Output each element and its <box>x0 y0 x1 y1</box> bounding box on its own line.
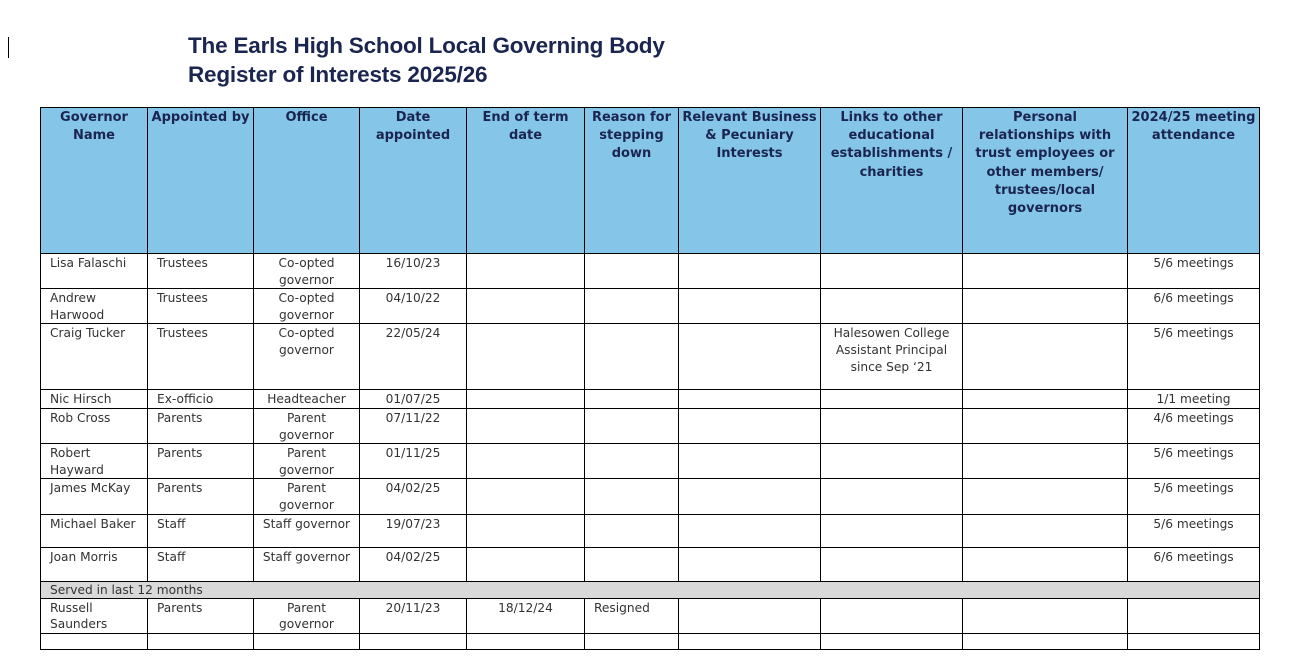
cell-date-appointed <box>360 633 467 649</box>
cell-appointed-by: Parents <box>148 598 254 633</box>
cell-links <box>821 514 963 547</box>
cell-name: Robert Hayward <box>41 444 148 479</box>
cell-end-of-term <box>467 444 585 479</box>
table-row <box>41 547 1260 581</box>
col-header-relationships: Personal relationships with trust employees or other members/ trustees/local governors <box>963 108 1128 254</box>
register-table <box>40 107 1260 650</box>
col-header-date-appointed: Date appointed <box>360 108 467 254</box>
cell-business <box>679 633 821 649</box>
section-label: Served in last 12 months <box>41 581 1260 598</box>
cell-attendance: 1/1 meeting <box>1128 390 1260 409</box>
col-header-office: Office <box>254 108 360 254</box>
cell-appointed-by: Parents <box>148 444 254 479</box>
cell-name: Lisa Falaschi <box>41 254 148 289</box>
cell-date-appointed: 04/02/25 <box>360 479 467 514</box>
cell-office: Staff governor <box>254 514 360 547</box>
cell-date-appointed: 19/07/23 <box>360 514 467 547</box>
cell-links <box>821 598 963 633</box>
cell-appointed-by: Trustees <box>148 289 254 324</box>
cell-appointed-by <box>148 633 254 649</box>
cell-relationships <box>963 390 1128 409</box>
col-header-appointed-by: Appointed by <box>148 108 254 254</box>
cell-links <box>821 547 963 581</box>
cell-attendance: 6/6 meetings <box>1128 289 1260 324</box>
cell-business <box>679 547 821 581</box>
cell-end-of-term <box>467 390 585 409</box>
cell-attendance: 5/6 meetings <box>1128 254 1260 289</box>
page-title <box>188 31 665 89</box>
cell-office <box>254 633 360 649</box>
cell-relationships <box>963 289 1128 324</box>
cell-reason <box>585 254 679 289</box>
cell-office: Headteacher <box>254 390 360 409</box>
cell-name: James McKay <box>41 479 148 514</box>
cell-appointed-by: Staff <box>148 547 254 581</box>
cell-links <box>821 289 963 324</box>
cell-name <box>41 633 148 649</box>
cell-end-of-term <box>467 479 585 514</box>
cell-office: Parent governor <box>254 444 360 479</box>
cell-office: Co-opted governor <box>254 324 360 390</box>
cell-name: Joan Morris <box>41 547 148 581</box>
cell-appointed-by: Staff <box>148 514 254 547</box>
table-row <box>41 390 1260 409</box>
cell-date-appointed: 04/02/25 <box>360 547 467 581</box>
table-row <box>41 598 1260 633</box>
cell-links <box>821 408 963 443</box>
cell-business <box>679 514 821 547</box>
col-header-links: Links to other educational establishments / charities <box>821 108 963 254</box>
cell-reason <box>585 408 679 443</box>
cell-business <box>679 254 821 289</box>
cell-reason <box>585 514 679 547</box>
cell-attendance: 4/6 meetings <box>1128 408 1260 443</box>
cell-relationships <box>963 633 1128 649</box>
cell-attendance: 6/6 meetings <box>1128 547 1260 581</box>
table-row <box>41 324 1260 390</box>
cell-links <box>821 633 963 649</box>
title-line-2: Register of Interests 2025/26 <box>188 62 488 87</box>
cell-reason <box>585 633 679 649</box>
cell-end-of-term <box>467 289 585 324</box>
cell-end-of-term <box>467 633 585 649</box>
cell-office: Staff governor <box>254 547 360 581</box>
cell-attendance: 5/6 meetings <box>1128 514 1260 547</box>
cell-office: Co-opted governor <box>254 254 360 289</box>
col-header-end-of-term: End of term date <box>467 108 585 254</box>
cell-reason <box>585 547 679 581</box>
cell-office: Parent governor <box>254 479 360 514</box>
cell-name: Nic Hirsch <box>41 390 148 409</box>
cell-relationships <box>963 444 1128 479</box>
cell-business <box>679 408 821 443</box>
cell-business <box>679 598 821 633</box>
table-row <box>41 254 1260 289</box>
cell-reason: Resigned <box>585 598 679 633</box>
cell-appointed-by: Ex-officio <box>148 390 254 409</box>
section-row <box>41 581 1260 598</box>
cell-office: Parent governor <box>254 408 360 443</box>
cell-links: Halesowen College Assistant Principal since Sep ‘21 <box>821 324 963 390</box>
cell-attendance <box>1128 598 1260 633</box>
cell-office: Co-opted governor <box>254 289 360 324</box>
table-row <box>41 408 1260 443</box>
cell-end-of-term <box>467 514 585 547</box>
cell-business <box>679 390 821 409</box>
cell-end-of-term <box>467 254 585 289</box>
cell-attendance <box>1128 633 1260 649</box>
cell-links <box>821 390 963 409</box>
cell-relationships <box>963 408 1128 443</box>
title-line-1: The Earls High School Local Governing Body <box>188 33 665 58</box>
cell-end-of-term <box>467 408 585 443</box>
cell-relationships <box>963 254 1128 289</box>
cell-attendance: 5/6 meetings <box>1128 444 1260 479</box>
table-row <box>41 479 1260 514</box>
cell-name: Michael Baker <box>41 514 148 547</box>
cell-end-of-term <box>467 324 585 390</box>
cell-name: Rob Cross <box>41 408 148 443</box>
cell-name: Russell Saunders <box>41 598 148 633</box>
col-header-governor-name: Governor Name <box>41 108 148 254</box>
cell-date-appointed: 04/10/22 <box>360 289 467 324</box>
cell-reason <box>585 289 679 324</box>
cell-appointed-by: Parents <box>148 408 254 443</box>
table-row <box>41 633 1260 649</box>
cell-name: Craig Tucker <box>41 324 148 390</box>
cell-appointed-by: Trustees <box>148 254 254 289</box>
cell-reason <box>585 390 679 409</box>
cell-date-appointed: 16/10/23 <box>360 254 467 289</box>
col-header-attendance: 2024/25 meeting attendance <box>1128 108 1260 254</box>
cell-relationships <box>963 598 1128 633</box>
cell-reason <box>585 479 679 514</box>
cell-reason <box>585 324 679 390</box>
table-row <box>41 289 1260 324</box>
text-cursor <box>8 37 9 58</box>
cell-appointed-by: Parents <box>148 479 254 514</box>
col-header-reason: Reason for stepping down <box>585 108 679 254</box>
cell-business <box>679 444 821 479</box>
cell-end-of-term <box>467 547 585 581</box>
cell-date-appointed: 22/05/24 <box>360 324 467 390</box>
cell-relationships <box>963 479 1128 514</box>
cell-office: Parent governor <box>254 598 360 633</box>
cell-links <box>821 444 963 479</box>
cell-relationships <box>963 514 1128 547</box>
table-row <box>41 514 1260 547</box>
cell-date-appointed: 01/11/25 <box>360 444 467 479</box>
cell-relationships <box>963 547 1128 581</box>
cell-business <box>679 324 821 390</box>
cell-links <box>821 254 963 289</box>
col-header-business-interests: Relevant Business & Pecuniary Interests <box>679 108 821 254</box>
cell-business <box>679 479 821 514</box>
cell-appointed-by: Trustees <box>148 324 254 390</box>
cell-links <box>821 479 963 514</box>
cell-date-appointed: 20/11/23 <box>360 598 467 633</box>
cell-attendance: 5/6 meetings <box>1128 324 1260 390</box>
table-row <box>41 444 1260 479</box>
cell-attendance: 5/6 meetings <box>1128 479 1260 514</box>
cell-business <box>679 289 821 324</box>
header-row <box>41 108 1260 254</box>
cell-date-appointed: 07/11/22 <box>360 408 467 443</box>
cell-date-appointed: 01/07/25 <box>360 390 467 409</box>
cell-relationships <box>963 324 1128 390</box>
cell-end-of-term: 18/12/24 <box>467 598 585 633</box>
cell-reason <box>585 444 679 479</box>
cell-name: Andrew Harwood <box>41 289 148 324</box>
